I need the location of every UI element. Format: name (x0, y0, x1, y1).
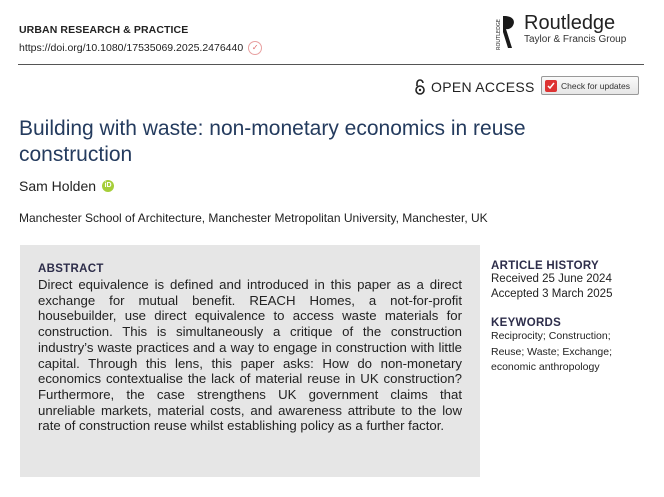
publisher-sub: Taylor & Francis Group (524, 34, 627, 45)
article-title: Building with waste: non-monetary economics in reuse construction (19, 117, 526, 166)
check-updates-label: Check for updates (561, 80, 630, 91)
received-date: Received 25 June 2024 (491, 273, 612, 285)
accepted-date: Accepted 3 March 2025 (491, 288, 613, 300)
article-history-heading: ARTICLE HISTORY (491, 260, 600, 272)
doi-row (19, 41, 262, 55)
author-row (19, 178, 114, 194)
journal-name: URBAN RESEARCH & PRACTICE (19, 24, 189, 36)
affiliation: Manchester School of Architecture, Manchester Metropolitan University, Manchester, UK (19, 211, 488, 225)
crossmark-update-icon (545, 80, 557, 92)
check-updates-button[interactable] (541, 76, 639, 95)
open-lock-icon (414, 79, 426, 95)
author-name[interactable]: Sam Holden (19, 178, 97, 194)
abstract-text: Direct equivalence is defined and introduced in this paper as a direct exchange for mutual benefit. REACH Homes, a not-for-profit housebuilder, use direct equivalence to access waste materials for construction. This is simultaneously a critique of the construction industry’s waste practices and a way to engage in construction with little capital. Through this lens, this paper asks: How do non-monetary economics contextualise the lack of material reuse in UK construction? Furthermore, the case strengthens UK government claims that unreliable markets, material costs, and awareness attribute to the low rate of construction reuse whilst establishing policy as a further factor. (38, 277, 462, 434)
routledge-mark-icon (496, 12, 518, 50)
publisher-name: Routledge (524, 12, 616, 34)
keywords-heading: KEYWORDS (491, 317, 562, 329)
orcid-icon[interactable]: iD (102, 180, 114, 192)
header-divider (18, 64, 644, 65)
doi-link[interactable]: https://doi.org/10.1080/17535069.2025.2476440 (19, 42, 244, 54)
article-history (491, 260, 651, 302)
crossmark-icon[interactable]: ✓ (248, 41, 262, 55)
open-access-label: OPEN ACCESS (431, 79, 535, 95)
open-access-badge (414, 79, 535, 95)
keywords-section (491, 317, 651, 376)
publisher-vertical-text: ROUTLEDGE (496, 19, 502, 50)
abstract-heading: ABSTRACT (38, 263, 104, 275)
keywords-list: Reciprocity; Construction; Reuse; Waste; Exchange; economic anthropology (491, 330, 613, 373)
publisher-logo (496, 12, 626, 50)
